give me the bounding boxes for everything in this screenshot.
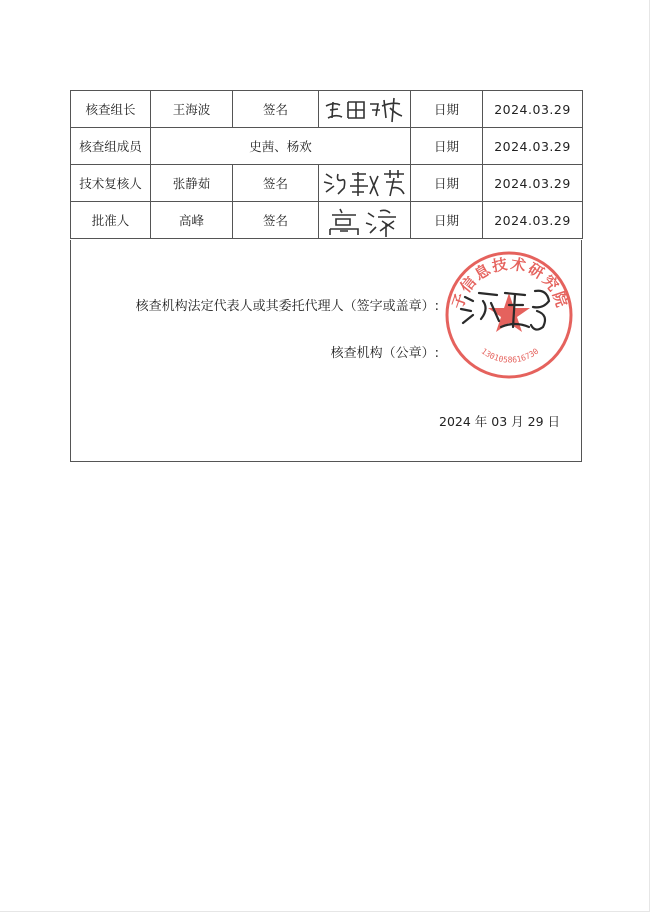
sign-label-cell: 签名 bbox=[233, 91, 319, 128]
sign-date: 2024 年 03 月 29 日 bbox=[439, 414, 560, 429]
date-label-cell: 日期 bbox=[411, 165, 483, 202]
table-row bbox=[71, 165, 583, 202]
handwritten-signature bbox=[320, 166, 410, 200]
table-row bbox=[71, 91, 583, 128]
sign-label-cell: 签名 bbox=[233, 165, 319, 202]
review-table bbox=[70, 90, 583, 239]
seal-text: 子信息技术研究院 bbox=[448, 254, 572, 312]
handwritten-signature bbox=[320, 92, 410, 126]
sign-label-cell: 签名 bbox=[233, 202, 319, 239]
role-cell: 技术复核人 bbox=[71, 165, 151, 202]
date-cell: 2024.03.29 bbox=[483, 91, 583, 128]
table-row bbox=[71, 202, 583, 239]
name-cell: 王海波 bbox=[151, 91, 233, 128]
handwritten-signature bbox=[320, 203, 410, 237]
signature-cell bbox=[319, 165, 411, 202]
signature-cell bbox=[319, 91, 411, 128]
legal-rep-label: 核查机构法定代表人或其委托代理人（签字或盖章）: bbox=[135, 299, 439, 314]
name-cell: 张静茹 bbox=[151, 165, 233, 202]
seal-number: 1301058616730 bbox=[479, 346, 541, 365]
signature-cell bbox=[319, 202, 411, 239]
signature-section bbox=[70, 240, 582, 462]
date-label-cell: 日期 bbox=[411, 202, 483, 239]
date-cell: 2024.03.29 bbox=[483, 128, 583, 165]
name-cell: 史茜、杨欢 bbox=[151, 128, 411, 165]
date-label-cell: 日期 bbox=[411, 128, 483, 165]
name-cell: 高峰 bbox=[151, 202, 233, 239]
role-cell: 核查组成员 bbox=[71, 128, 151, 165]
date-cell: 2024.03.29 bbox=[483, 202, 583, 239]
official-seal-stamp bbox=[439, 245, 579, 385]
svg-text:1301058616730 bbox=[480, 346, 541, 364]
date-cell: 2024.03.29 bbox=[483, 165, 583, 202]
role-cell: 核查组长 bbox=[71, 91, 151, 128]
date-label-cell: 日期 bbox=[411, 91, 483, 128]
table-row bbox=[71, 128, 583, 165]
org-seal-label: 核查机构（公章）: bbox=[330, 346, 439, 361]
role-cell: 批准人 bbox=[71, 202, 151, 239]
